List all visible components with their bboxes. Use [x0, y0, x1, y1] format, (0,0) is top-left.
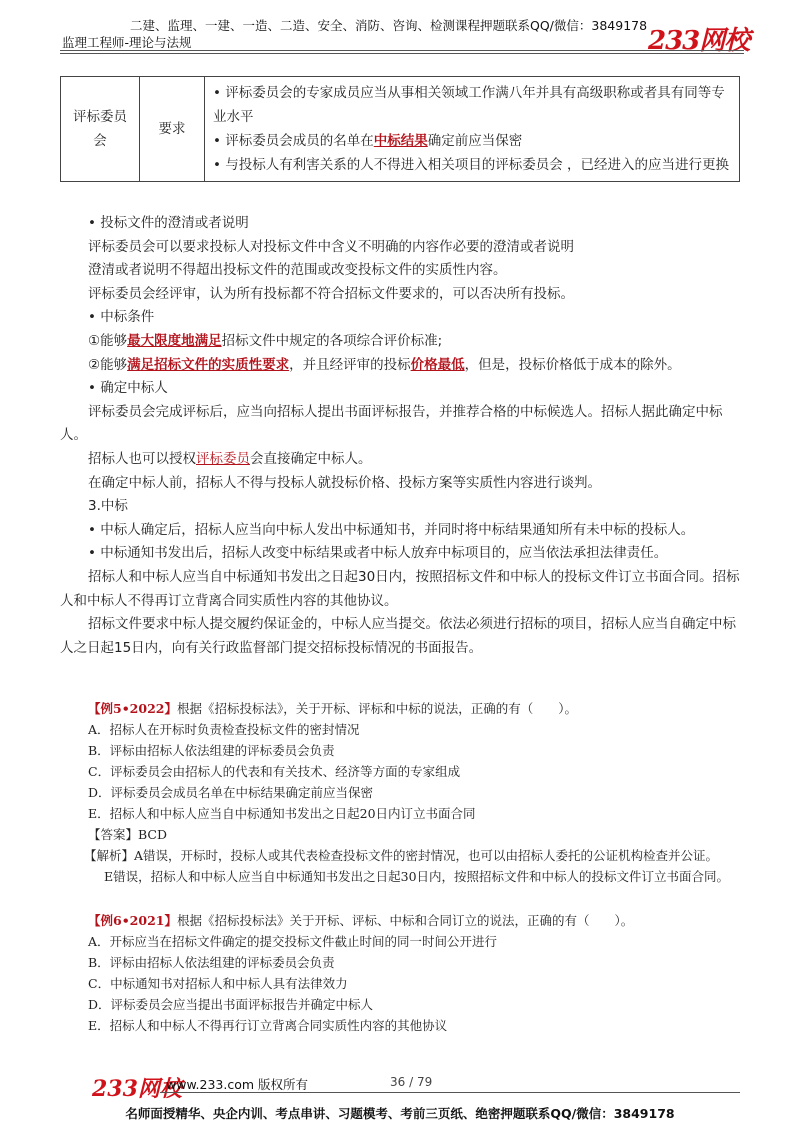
paragraph: 招标文件要求中标人提交履约保证金的，中标人应当提交。依法必须进行招标的项目，招标人应当自确定中标人之日起15日内，向有关行政监督部门提交招标投标情况的书面报告。	[60, 616, 736, 656]
highlight-text: 满足招标文件的实质性要求	[127, 356, 290, 373]
footer-promo: 名师面授精华、央企内训、考点串讲、习题模考、考前三页纸、绝密押题联系QQ/微信：3849178	[125, 1106, 675, 1121]
header-rule-2	[60, 53, 744, 54]
option: C．评标委员会由招标人的代表和有关技术、经济等方面的专家组成	[88, 764, 461, 779]
paragraph: • 中标人确定后，招标人应当向中标人发出中标通知书，并同时将中标结果通知所有未中标的投标人。	[88, 521, 695, 538]
option: B．评标由招标人依法组建的评标委员会负责	[88, 955, 335, 970]
answer: 【答案】BCD	[88, 827, 168, 842]
paragraph: ②能够满足招标文件的实质性要求，并且经评审的投标价格最低，但是，投标价格低于成本的除外。	[88, 356, 681, 373]
paragraph: 评标委员会完成评标后，应当向招标人提出书面评标报告，并推荐合格的中标候选人。招标人据此确定中标人。	[60, 403, 723, 444]
table-item: • 评标委员会成员的名单在中标结果确定前应当保密	[213, 133, 523, 149]
option: D．评标委员会应当提出书面评标报告并确定中标人	[88, 997, 374, 1012]
table-row	[61, 77, 740, 182]
table-item: • 评标委员会的专家成员应当从事相关领域工作满八年并具有高级职称或者具有同等专业水平	[213, 85, 725, 125]
question-tag: 【例6•2021】	[88, 913, 177, 928]
highlight-text: 中标结果	[373, 133, 428, 149]
option: A．招标人在开标时负责检查投标文件的密封情况	[88, 722, 360, 737]
section-heading: 3.中标	[88, 498, 128, 515]
option: E．招标人和中标人应当自中标通知书发出之日起20日内订立书面合同	[88, 806, 476, 821]
footer-site: www.233.com 版权所有	[166, 1077, 308, 1092]
question-stem: 【例6•2021】根据《招标投标法》关于开标、评标、中标和合同订立的说法，正确的有（ ）。	[88, 913, 634, 928]
analysis: E错误，招标人和中标人应当自中标通知书发出之日起30日内，按照招标文件和中标人的投标文件订立书面合同。	[104, 869, 730, 884]
option: B．评标由招标人依法组建的评标委员会负责	[88, 743, 335, 758]
option: D．评标委员会成员名单在中标结果确定前应当保密	[88, 785, 374, 800]
section-heading: • 投标文件的澄清或者说明	[88, 215, 249, 231]
brand-logo: 233网校	[648, 26, 750, 56]
table-label-cell: 要求	[140, 77, 205, 182]
highlight-text: 最大限度地满足	[127, 332, 222, 349]
section-heading: • 中标条件	[88, 309, 155, 326]
body-text	[60, 212, 743, 660]
question-5	[84, 698, 748, 887]
paragraph: 澄清或者说明不得超出投标文件的范围或改变投标文件的实质性内容。	[88, 262, 507, 279]
analysis: 【解析】A错误，开标时，投标人或其代表检查投标文件的密封情况，也可以由招标人委托的公证机构检查并公证。	[84, 848, 719, 863]
requirements-table	[60, 76, 740, 182]
header-promo: 二建、监理、一建、一造、二造、安全、消防、咨询、检测课程押题联系QQ/微信：3849178	[130, 18, 648, 33]
header-rule	[60, 50, 744, 51]
paragraph: 招标人和中标人应当自中标通知书发出之日起30日内，按照招标文件和中标人的投标文件订立书面合同。招标人和中标人不得再订立背离合同实质性内容的其他协议。	[60, 568, 740, 609]
question-stem: 【例5•2022】根据《招标投标法》，关于开标、评标和中标的说法，正确的有（ ）。	[88, 701, 577, 716]
section-heading: • 确定中标人	[88, 380, 168, 397]
paragraph: 在确定中标人前，招标人不得与投标人就投标价格、投标方案等实质性内容进行谈判。	[88, 474, 601, 491]
question-6	[88, 910, 748, 1036]
question-tag: 【例5•2022】	[88, 701, 177, 716]
paragraph: 评标委员会可以要求投标人对投标文件中含义不明确的内容作必要的澄清或者说明	[88, 238, 574, 255]
option: A．开标应当在招标文件确定的提交投标文件截止时间的同一时间公开进行	[88, 934, 498, 949]
option: C．中标通知书对招标人和中标人具有法律效力	[88, 976, 348, 991]
highlight-text: 价格最低	[410, 356, 465, 373]
option: E．招标人和中标人不得再行订立背离合同实质性内容的其他协议	[88, 1018, 448, 1033]
paragraph: 评标委员会经评审，认为所有投标都不符合招标文件要求的，可以否决所有投标。	[88, 285, 574, 302]
highlight-text: 评标委员	[196, 450, 250, 467]
page-number: 36 / 79	[390, 1075, 433, 1089]
paragraph: • 中标通知书发出后，招标人改变中标结果或者中标人放弃中标项目的，应当依法承担法律责任。	[88, 545, 668, 562]
table-items-cell	[205, 77, 740, 182]
paragraph: 招标人也可以授权评标委员会直接确定中标人。	[88, 450, 372, 467]
footer-logo: 233网校	[92, 1076, 182, 1102]
paragraph: ①能够最大限度地满足招标文件中规定的各项综合评价标准;	[88, 332, 443, 349]
table-item: • 与投标人有利害关系的人不得进入相关项目的评标委员会 ，已经进入的应当进行更换	[213, 157, 730, 173]
footer-rule	[160, 1092, 740, 1093]
table-category-cell: 评标委员会	[61, 77, 140, 182]
header-subtitle: 监理工程师-理论与法规	[62, 35, 192, 50]
